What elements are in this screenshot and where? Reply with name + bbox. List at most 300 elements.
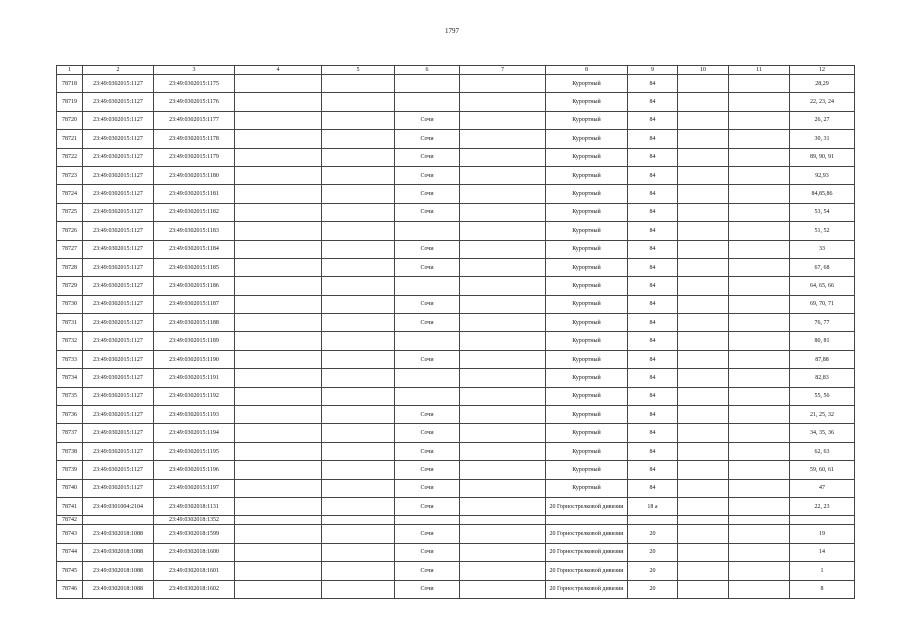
table-cell [729,580,790,598]
table-cell [460,111,546,129]
table-cell [729,350,790,368]
table-cell: 20 Горнострелковой дивизии [546,525,628,543]
table-cell: 78718 [57,75,83,93]
table-cell: 1 [790,562,855,580]
table-cell: 30, 31 [790,130,855,148]
table-cell: Сочи [395,525,460,543]
column-header: 4 [235,66,322,75]
table-cell: 89, 90, 91 [790,148,855,166]
table-cell: 23:49:0302015:1195 [154,442,235,460]
table-row [57,516,855,525]
table-cell [729,543,790,561]
table-cell: Сочи [395,166,460,184]
table-cell: 23:49:0302015:1127 [83,295,154,313]
page-number: 1797 [445,27,459,35]
table-cell [678,75,729,93]
table-cell: 23:49:0302015:1179 [154,148,235,166]
table-cell [460,562,546,580]
table-cell: Курортный [546,93,628,111]
table-cell: 14 [790,543,855,561]
table-cell [460,479,546,497]
table-cell: Курортный [546,387,628,405]
column-header: 3 [154,66,235,75]
table-cell [729,93,790,111]
table-cell: 84 [628,314,678,332]
table-cell: 64, 65, 66 [790,277,855,295]
table-cell: 23:49:0302015:1191 [154,369,235,387]
table-cell [678,166,729,184]
column-header: 2 [83,66,154,75]
table-cell [729,148,790,166]
table-cell [729,75,790,93]
table-cell [729,424,790,442]
table-cell: Курортный [546,130,628,148]
table-cell: 23:49:0302015:1182 [154,203,235,221]
table-cell [322,240,395,258]
table-cell: 78735 [57,387,83,405]
table-cell [235,258,322,276]
table-cell: 84 [628,461,678,479]
column-header: 10 [678,66,729,75]
table-cell: 84 [628,166,678,184]
table-cell: 78739 [57,461,83,479]
table-cell [83,516,154,525]
table-cell: Сочи [395,240,460,258]
table-cell [729,203,790,221]
table-cell: 23:49:0302015:1127 [83,258,154,276]
table-cell [322,222,395,240]
table-cell: 23:49:0302015:1127 [83,111,154,129]
table-cell [395,369,460,387]
table-cell: 84 [628,387,678,405]
table-cell [460,332,546,350]
table-cell [729,562,790,580]
table-cell [729,240,790,258]
table-row [57,580,855,598]
table-cell: 78740 [57,479,83,497]
table-cell: 80, 81 [790,332,855,350]
table-cell: 55, 56 [790,387,855,405]
table-cell: 78728 [57,258,83,276]
table-cell [678,424,729,442]
table-cell: 23:49:0302015:1177 [154,111,235,129]
table-cell [678,277,729,295]
table-cell: 23:49:0301004:2104 [83,497,154,515]
table-cell [460,314,546,332]
table-cell: 28,29 [790,75,855,93]
table-cell: Сочи [395,543,460,561]
table-cell: 62, 63 [790,442,855,460]
table-cell: 23:49:0302018:1600 [154,543,235,561]
table-cell [235,369,322,387]
table-cell [678,350,729,368]
table-cell [322,424,395,442]
table-cell [322,442,395,460]
table-row [57,543,855,561]
table-cell [322,543,395,561]
table-cell [678,461,729,479]
table-cell [235,516,322,525]
table-cell [235,130,322,148]
table-cell: 78725 [57,203,83,221]
table-cell: 23:49:0302015:1127 [83,332,154,350]
table-cell [790,516,855,525]
table-cell [235,442,322,460]
table-cell: 84 [628,130,678,148]
table-cell: 20 Горнострелковой дивизии [546,497,628,515]
table-row [57,75,855,93]
table-row [57,332,855,350]
table-cell: 84,85,86 [790,185,855,203]
table-cell [235,387,322,405]
table-cell [460,277,546,295]
table-cell: 23:49:0302015:1127 [83,93,154,111]
table-cell [678,148,729,166]
column-header: 9 [628,66,678,75]
table-cell: 53, 54 [790,203,855,221]
table-cell: Курортный [546,479,628,497]
table-cell: 18 а [628,497,678,515]
table-cell [235,240,322,258]
table-cell [678,295,729,313]
table-cell: 23:49:0302015:1127 [83,479,154,497]
table-cell [235,580,322,598]
table-cell: Курортный [546,258,628,276]
table-cell [322,479,395,497]
table-cell: Курортный [546,350,628,368]
table-cell: 23:49:0302015:1127 [83,148,154,166]
land-register-table [56,65,855,599]
table-cell [460,148,546,166]
table-cell: 23:49:0302018:1599 [154,525,235,543]
table-cell: 84 [628,148,678,166]
table-cell: 59, 60, 61 [790,461,855,479]
table-cell [460,387,546,405]
table-cell: 78738 [57,442,83,460]
table-cell: 78719 [57,93,83,111]
table-cell: 78734 [57,369,83,387]
table-row [57,203,855,221]
table-cell [729,166,790,184]
table-cell: Сочи [395,185,460,203]
table-cell [729,295,790,313]
table-row [57,185,855,203]
table-cell [322,332,395,350]
column-header: 8 [546,66,628,75]
table-cell [322,75,395,93]
table-row [57,240,855,258]
table-cell [546,516,628,525]
table-cell: 23:49:0302018:1601 [154,562,235,580]
table-cell [322,130,395,148]
table-cell: 20 [628,580,678,598]
table-cell: 84 [628,277,678,295]
table-cell: 87,88 [790,350,855,368]
table-cell [628,516,678,525]
table-cell: Курортный [546,332,628,350]
table-cell: Сочи [395,203,460,221]
table-cell [235,314,322,332]
table-row [57,479,855,497]
table-cell [235,562,322,580]
table-cell [235,75,322,93]
table-row [57,424,855,442]
table-cell [678,387,729,405]
table-cell [395,222,460,240]
table-cell: 47 [790,479,855,497]
table-cell: 84 [628,350,678,368]
table-cell: Курортный [546,75,628,93]
table-cell: Курортный [546,461,628,479]
table-cell: Сочи [395,350,460,368]
table-cell [460,461,546,479]
table-cell [460,369,546,387]
table-cell [678,497,729,515]
table-cell [460,295,546,313]
table-cell [322,277,395,295]
table-cell: Сочи [395,442,460,460]
table-cell: Сочи [395,258,460,276]
table-cell: 78720 [57,111,83,129]
table-cell [678,185,729,203]
table-row [57,222,855,240]
table-cell: 78736 [57,406,83,424]
table-cell [235,461,322,479]
table-cell: 33 [790,240,855,258]
table-cell: 23:49:0302015:1196 [154,461,235,479]
table-cell: 20 Горнострелковой дивизии [546,562,628,580]
table-cell [460,516,546,525]
table-cell: Сочи [395,479,460,497]
table-row [57,525,855,543]
table-cell [235,497,322,515]
table-cell [322,525,395,543]
table-cell [322,369,395,387]
table-cell [395,516,460,525]
table-cell [395,332,460,350]
table-cell: 23:49:0302015:1183 [154,222,235,240]
table-cell: 23:49:0302015:1180 [154,166,235,184]
table-cell: 84 [628,369,678,387]
table-cell [322,203,395,221]
table-cell [322,166,395,184]
table-cell: 23:49:0302015:1127 [83,424,154,442]
table-cell: 8 [790,580,855,598]
table-cell: 23:49:0302015:1127 [83,314,154,332]
table-cell: Сочи [395,562,460,580]
table-cell: 20 [628,562,678,580]
table-cell [678,332,729,350]
table-cell: Курортный [546,314,628,332]
table-cell: 23:49:0302015:1197 [154,479,235,497]
table-cell [678,406,729,424]
table-cell [460,350,546,368]
table-cell [678,240,729,258]
table-cell: 78744 [57,543,83,561]
table-cell [322,93,395,111]
table-cell [322,580,395,598]
table-cell [678,203,729,221]
table-cell: Курортный [546,111,628,129]
table-cell [678,562,729,580]
table-cell: Курортный [546,203,628,221]
column-header: 6 [395,66,460,75]
table-cell: Курортный [546,166,628,184]
table-cell [678,543,729,561]
table-cell [395,277,460,295]
table-cell [235,203,322,221]
table-cell [235,525,322,543]
table-cell [322,350,395,368]
table-cell: 92,93 [790,166,855,184]
table-cell: 78743 [57,525,83,543]
table-cell [235,148,322,166]
table-cell [678,369,729,387]
table-cell [729,497,790,515]
table-row [57,314,855,332]
table-cell: 23:49:0302015:1193 [154,406,235,424]
table-cell: Курортный [546,240,628,258]
table-cell: 84 [628,185,678,203]
table-cell: 23:49:0302015:1184 [154,240,235,258]
table-cell: 23:49:0302015:1127 [83,461,154,479]
table-cell: Курортный [546,148,628,166]
table-cell [395,387,460,405]
table-cell: 84 [628,295,678,313]
table-cell: 23:49:0302015:1181 [154,185,235,203]
table-cell [395,75,460,93]
table-cell: 23:49:0302015:1127 [83,185,154,203]
table-cell [235,424,322,442]
table-cell: Курортный [546,185,628,203]
table-cell: 78746 [57,580,83,598]
table-cell: Курортный [546,424,628,442]
table-row [57,387,855,405]
header-row [57,66,855,75]
table-row [57,350,855,368]
table-cell [322,406,395,424]
table-cell [235,406,322,424]
table-cell [460,525,546,543]
table-cell: 22, 23 [790,497,855,515]
table-cell: 78727 [57,240,83,258]
table-cell: Курортный [546,295,628,313]
table-cell: 23:49:0302015:1127 [83,166,154,184]
table-cell: 84 [628,203,678,221]
table-cell [235,543,322,561]
table-row [57,130,855,148]
table-cell [460,258,546,276]
table-cell: 23:49:0302015:1178 [154,130,235,148]
table-cell: 21, 25, 32 [790,406,855,424]
table-cell: 78741 [57,497,83,515]
table-cell: 23:49:0302018:1602 [154,580,235,598]
table-cell [729,406,790,424]
table-cell: 23:49:0302015:1127 [83,387,154,405]
table-row [57,497,855,515]
table-cell [678,130,729,148]
table-cell: 20 Горнострелковой дивизии [546,580,628,598]
table-cell: 19 [790,525,855,543]
table-cell [460,93,546,111]
table-cell: 23:49:0302015:1127 [83,240,154,258]
table-cell [729,314,790,332]
table-cell [235,350,322,368]
table-cell [235,295,322,313]
table-cell [678,580,729,598]
table-cell: 78724 [57,185,83,203]
table-cell: 78726 [57,222,83,240]
table-cell: 23:49:0302015:1127 [83,130,154,148]
table-cell [460,497,546,515]
table-cell: 78742 [57,516,83,525]
table-cell: 23:49:0302015:1127 [83,75,154,93]
table-cell: 78721 [57,130,83,148]
table-cell [235,332,322,350]
table-cell: 23:49:0302018:1088 [83,580,154,598]
table-cell [460,442,546,460]
table-cell [460,130,546,148]
table-cell [235,111,322,129]
table-cell [460,543,546,561]
table-cell: 78731 [57,314,83,332]
table-cell: 23:49:0302015:1175 [154,75,235,93]
table-cell: 78722 [57,148,83,166]
table-cell [322,185,395,203]
table-cell [729,258,790,276]
table-row [57,562,855,580]
table-cell [460,240,546,258]
table-cell: 23:49:0302015:1127 [83,369,154,387]
table-row [57,406,855,424]
table-cell: 23:49:0302015:1176 [154,93,235,111]
table-cell: 78737 [57,424,83,442]
table-cell [322,461,395,479]
table-cell [395,93,460,111]
table-cell [678,258,729,276]
table-cell [729,479,790,497]
table-cell: 78732 [57,332,83,350]
table-cell [729,525,790,543]
table-row [57,166,855,184]
table-row [57,277,855,295]
table-cell: 22, 23, 24 [790,93,855,111]
table-cell: Сочи [395,497,460,515]
table-cell: 84 [628,332,678,350]
table-cell: 23:49:0302015:1190 [154,350,235,368]
table-cell: 51, 52 [790,222,855,240]
table-cell [678,442,729,460]
table-cell: 84 [628,442,678,460]
table-cell: 84 [628,222,678,240]
table-cell [322,295,395,313]
table-cell: Курортный [546,277,628,295]
table-cell: 78723 [57,166,83,184]
table-cell: 34, 35, 36 [790,424,855,442]
table-cell [460,75,546,93]
table-cell [460,406,546,424]
table-cell: Сочи [395,295,460,313]
table-cell [729,332,790,350]
table-cell: 23:49:0302018:1088 [83,562,154,580]
table-cell [322,387,395,405]
table-cell [322,516,395,525]
table-cell [729,442,790,460]
table-cell: 84 [628,93,678,111]
table-cell [322,148,395,166]
table-cell [729,185,790,203]
table-cell [235,93,322,111]
